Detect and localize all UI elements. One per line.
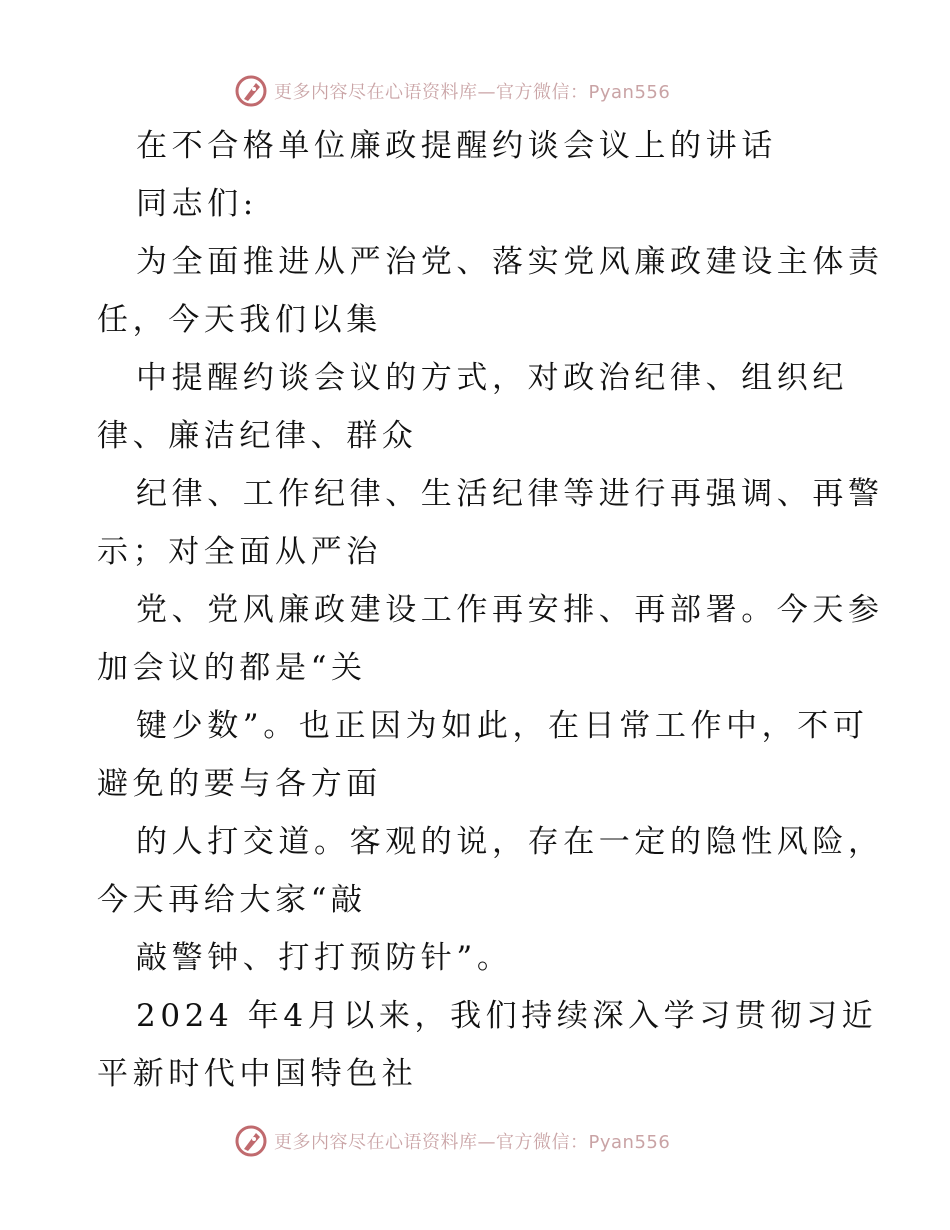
paragraph-line: 2024 年4月以来，我们持续深入学习贯彻习近 — [136, 998, 878, 1034]
paragraph-line: 键少数”。也正因为如此，在日常工作中，不可 — [136, 708, 869, 744]
footer-watermark — [234, 1124, 670, 1158]
paragraph-line: 中提醒约谈会议的方式，对政治纪律、组织纪 — [136, 360, 848, 396]
paragraph-line: 今天再给大家“敲 — [97, 882, 367, 918]
header-watermark-text: 更多内容尽在心语资料库—官方微信：Pyan556 — [274, 82, 671, 103]
pen-nib-logo-icon — [234, 74, 268, 108]
paragraph-line: 律、廉洁纪律、群众 — [97, 418, 418, 454]
paragraph-line: 示；对全面从严治 — [97, 534, 382, 570]
paragraph-line: 避免的要与各方面 — [97, 766, 382, 802]
pen-nib-logo-icon — [234, 1124, 268, 1158]
paragraph-line: 党、党风廉政建设工作再安排、再部署。今天参 — [136, 592, 884, 628]
footer-watermark-text: 更多内容尽在心语资料库—官方微信：Pyan556 — [274, 1132, 671, 1153]
paragraph-line: 纪律、工作纪律、生活纪律等进行再强调、再警 — [136, 476, 884, 512]
paragraph-line: 敲警钟、打打预防针”。 — [136, 940, 513, 976]
paragraph-line: 任，今天我们以集 — [97, 302, 382, 338]
paragraph-line: 加会议的都是“关 — [97, 650, 367, 686]
document-title: 在不合格单位廉政提醒约谈会议上的讲话 — [136, 128, 777, 164]
paragraph-line: 平新时代中国特色社 — [97, 1056, 418, 1092]
salutation: 同志们: — [136, 186, 258, 222]
paragraph-line: 的人打交道。客观的说，存在一定的隐性风险， — [136, 824, 884, 860]
paragraph-line: 为全面推进从严治党、落实党风廉政建设主体责 — [136, 244, 884, 280]
header-watermark — [234, 74, 670, 108]
